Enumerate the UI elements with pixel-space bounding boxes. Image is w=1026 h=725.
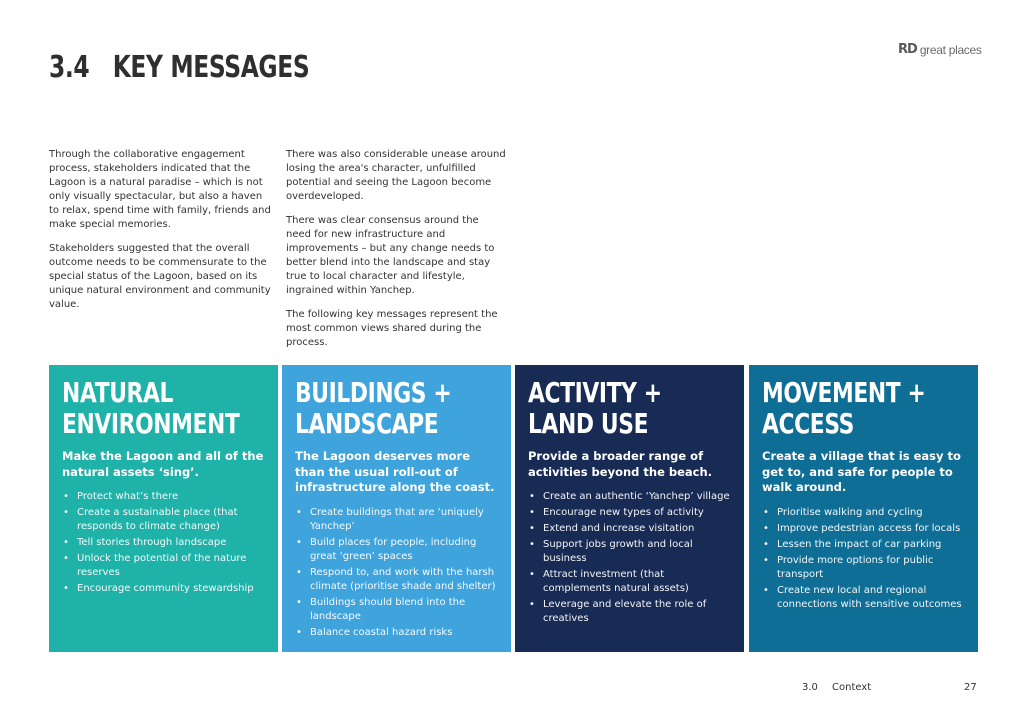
panel-subtitle: The Lagoon deserves more than the usual roll-out of infrastructure along the coast. (295, 449, 495, 494)
intro-column-1 (49, 148, 271, 322)
page-number: 27 (964, 682, 977, 693)
panel-activity-land-use (515, 365, 744, 652)
list-item: • Extend and increase visitation (528, 522, 732, 536)
list-item: • Encourage community stewardship (62, 582, 266, 596)
list-item: • Create new local and regional connections with sensitive outcomes (762, 584, 966, 612)
panel-subtitle: Create a village that is easy to get to, and safe for people to walk around. (762, 449, 961, 494)
list-item: • Unlock the potential of the nature reserves (62, 552, 266, 580)
list-item: • Buildings should blend into the landscape (295, 596, 499, 624)
list-item: • Attract investment (that complements natural assets) (528, 568, 732, 596)
intro-column-2 (286, 148, 506, 360)
panel-title-line1: BUILDINGS + (295, 376, 452, 409)
list-item: • Provide more options for public transport (762, 554, 966, 582)
page-title (49, 50, 309, 85)
panel-list (528, 490, 732, 626)
panel-title-line1: MOVEMENT + (762, 376, 926, 409)
panel-subtitle: Provide a broader range of activities beyond the beach. (528, 449, 713, 479)
list-item: • Improve pedestrian access for locals (762, 522, 966, 536)
panel-title-line2: LANDSCAPE (295, 407, 439, 440)
footer-section-number: 3.0 (802, 682, 818, 693)
intro-paragraph: The following key messages represent the most common views shared during the process. (286, 309, 498, 348)
brand-logo (898, 42, 982, 57)
panel-title-line1: NATURAL (62, 376, 174, 409)
intro-paragraph: There was also considerable unease around losing the area's character, unfulfilled potential and seeing the Lagoon become overdeveloped. (286, 149, 506, 202)
list-item: • Leverage and elevate the role of creatives (528, 598, 732, 626)
panel-subtitle: Make the Lagoon and all of the natural assets ‘sing’. (62, 449, 264, 479)
intro-paragraph: Stakeholders suggested that the overall outcome needs to be commensurate to the special status of the Lagoon, based on its unique natural environment and community value. (49, 243, 271, 310)
panel-title-line2: ENVIRONMENT (62, 407, 240, 440)
list-item: • Support jobs growth and local business (528, 538, 732, 566)
list-item: • Lessen the impact of car parking (762, 538, 966, 552)
list-item: • Respond to, and work with the harsh climate (prioritise shade and shelter) (295, 566, 499, 594)
panel-title (62, 376, 240, 440)
list-item: • Balance coastal hazard risks (295, 626, 499, 640)
list-item: • Tell stories through landscape (62, 536, 266, 550)
list-item: • Create an authentic ‘Yanchep’ village (528, 490, 732, 504)
panel-title-line2: LAND USE (528, 407, 649, 440)
section-number: 3.4 (49, 50, 90, 85)
list-item: • Prioritise walking and cycling (762, 506, 966, 520)
list-item: • Create buildings that are ‘uniquely Yanchep’ (295, 506, 499, 534)
logo-mark: RD (898, 42, 917, 57)
list-item: • Protect what’s there (62, 490, 266, 504)
panel-movement-access (749, 365, 978, 652)
panel-list (62, 490, 266, 596)
panel-list (295, 506, 499, 640)
list-item: • Create a sustainable place (that responds to climate change) (62, 506, 266, 534)
panel-title-line2: ACCESS (762, 407, 855, 440)
title-text: KEY MESSAGES (112, 50, 310, 85)
panel-title (295, 377, 454, 439)
panel-title (528, 377, 687, 439)
intro-paragraph: There was clear consensus around the need for new infrastructure and improvements – but any change needs to better blend into the landscape and stay true to local character and lifestyle, ingrained within Yanchep. (286, 215, 495, 296)
panel-list (762, 506, 966, 612)
intro-paragraph: Through the collaborative engagement process, stakeholders indicated that the Lagoon is a natural paradise – which is not only visually spectacular, but also a haven to relax, spend time with family, friends and make special memories. (49, 149, 271, 230)
panel-buildings-landscape (282, 365, 511, 652)
panel-title-line1: ACTIVITY + (528, 376, 662, 409)
logo-text: great places (919, 42, 982, 57)
list-item: • Build places for people, including great ‘green’ spaces (295, 536, 499, 564)
panel-natural-environment (49, 365, 278, 652)
list-item: • Encourage new types of activity (528, 506, 732, 520)
panel-title (762, 376, 926, 440)
footer-section-name: Context (832, 682, 872, 693)
